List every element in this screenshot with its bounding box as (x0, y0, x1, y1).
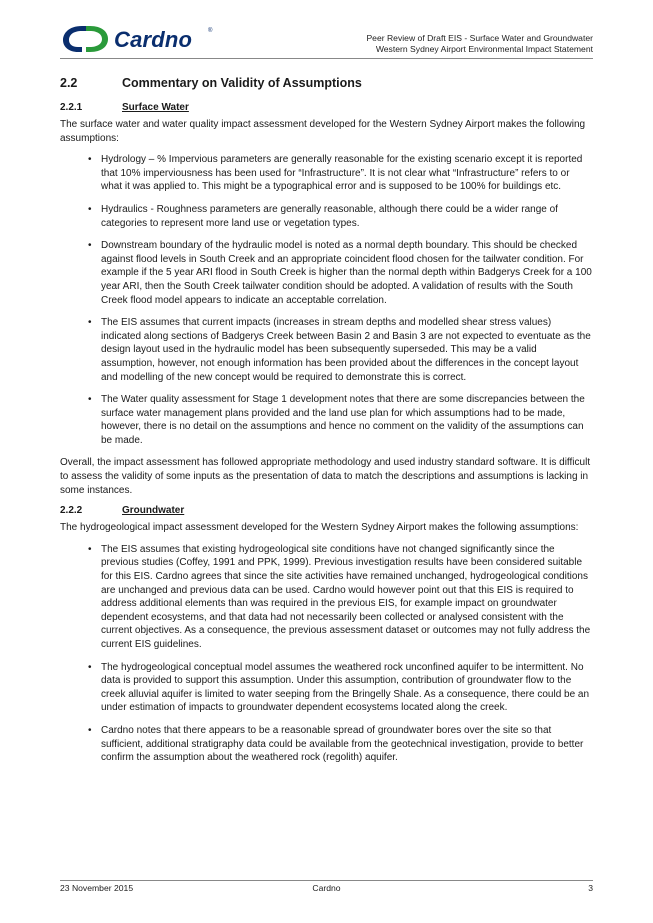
footer-company: Cardno (312, 883, 341, 893)
subsection-number: 2.2.2 (60, 505, 83, 517)
document-body (60, 76, 593, 774)
list-item (60, 724, 593, 765)
bullet-icon: • (88, 394, 92, 406)
list-item-text: The EIS assumes that existing hydrogeological site conditions have not changed significantly since the previous studies (Coffey, 1991 and PPK, 1999). Previous investigation results have been considered suitable for this EIS. Cardno agrees that since the site activities have remained unchanged, hydrogeological conditions are unchanged and previous data can be used. Cardno would however point out that this EIS is required to address additional elements than was required in the previous EIS, for example impact on groundwater dependent ecosystems, and that data had not necessarily been collected or analysed consistent with the current objectives. As a consequence, the previous assessment dataset or outcomes may not fully address the current EIS guidelines. (101, 543, 591, 650)
list-item-text: Hydraulics - Roughness parameters are generally reasonable, although there could be a wider range of categories to represent more land use or vegetation types. (101, 203, 558, 229)
groundwater-intro: The hydrogeological impact assessment developed for the Western Sydney Airport makes the following assumptions: (60, 522, 579, 534)
logo-text: Cardno (114, 27, 193, 52)
section-heading (60, 76, 593, 90)
bullet-icon: • (88, 543, 92, 555)
list-item (60, 203, 593, 230)
header-divider (60, 58, 593, 59)
section-title: Commentary on Validity of Assumptions (122, 76, 362, 90)
header-title-line-2: Western Sydney Airport Environmental Impact Statement (375, 44, 593, 54)
subsection-heading-groundwater (60, 505, 593, 516)
surface-water-intro: The surface water and water quality impact assessment developed for the Western Sydney Airport makes the following assumptions: (60, 119, 586, 144)
groundwater-assumption-list (60, 543, 593, 765)
header-title-line-1: Peer Review of Draft EIS - Surface Water and Groundwater (366, 33, 593, 43)
cardno-logo-icon (60, 22, 112, 56)
bullet-icon: • (88, 317, 92, 329)
list-item-text: Cardno notes that there appears to be a reasonable spread of groundwater bores over the site so that sufficient, additional stratigraphy data could be available from the geotechnical investigation, provide to better confirm the assumption about the weathered rock (regolith) aquifer. (101, 724, 584, 764)
list-item (60, 153, 593, 194)
cardno-logo (60, 22, 220, 58)
bullet-icon: • (88, 154, 92, 166)
list-item-text: The EIS assumes that current impacts (increases in stream depths and modelled shear stress values) indicated along sections of Badgerys Creek between Basin 2 and Basin 3 are not expected to eventuate as the design layout used in the hydraulic model has been subsequently superseded. This may be a valid assumption, however, not enough information has been provided about the differences in the concept layout and modelling of the new concept would be required to demonstrate this is correct. (101, 317, 591, 383)
surface-water-conclusion: Overall, the impact assessment has followed appropriate methodology and used industry standard software. It is difficult to assess the validity of some inputs as the presentation of data to match the descriptions and assumptions is lacking in some instances. (60, 457, 591, 496)
subsection-number: 2.2.1 (60, 102, 83, 113)
footer-date: 23 November 2015 (60, 883, 134, 893)
bullet-icon: • (88, 203, 92, 215)
document-header-title (366, 33, 593, 55)
list-item-text: Downstream boundary of the hydraulic model is noted as a normal depth boundary. This should be checked against flood levels in South Creek and an appropriate coincident flood chosen for the tailwater condition. For example if the 5 year ARI flood in South Creek is higher than the normal depth within Badgerys Creek for a 100 year ARI, then the South Creek tailwater condition should be adopted. A validation of results with the South Creek flood model appears to indicate an acceptable correlation. (101, 240, 592, 306)
list-item (60, 661, 593, 715)
bullet-icon: • (88, 661, 92, 673)
footer-divider (60, 880, 593, 881)
list-item-text: The hydrogeological conceptual model assumes the weathered rock unconfined aquifer to be intermittent. No data is provided to support this assumption. Under this assumption, contribution of groundwater flow to the creek alluvial aquifer is limited to water seeping from the Bringelly Shale. As a consequence, there could be an under estimation of impacts to groundwater dependent ecosystems located along the creek. (101, 661, 590, 714)
section-number: 2.2 (60, 76, 78, 90)
bullet-icon: • (88, 724, 92, 736)
list-item (60, 239, 593, 307)
bullet-icon: • (88, 240, 92, 252)
list-item (60, 543, 593, 652)
subsection-title: Groundwater (122, 505, 185, 517)
list-item-text: The Water quality assessment for Stage 1 development notes that there are some discrepancies between the surface water management plans provided and the land use plan for which assumptions had to be made, however, there is no detail on the assumptions and hence no comment on the validity of the assumptions can be made. (101, 394, 585, 446)
page-number: 3 (588, 883, 593, 893)
subsection-heading-surface-water (60, 102, 593, 113)
logo-registered-mark: ® (208, 28, 213, 34)
list-item (60, 393, 593, 447)
subsection-title: Surface Water (122, 102, 189, 113)
list-item-text: Hydrology – % Impervious parameters are generally reasonable for the existing scenario except it is reported that 10% imperviousness has been used for “Infrastructure”. It is not clear what “Infrastructure” refers to or what it was applied to. This might be a typographical error and is supposed to be 100% for buildings etc. (101, 154, 583, 193)
surface-water-assumption-list (60, 153, 593, 447)
document-footer (60, 883, 593, 895)
list-item (60, 316, 593, 384)
